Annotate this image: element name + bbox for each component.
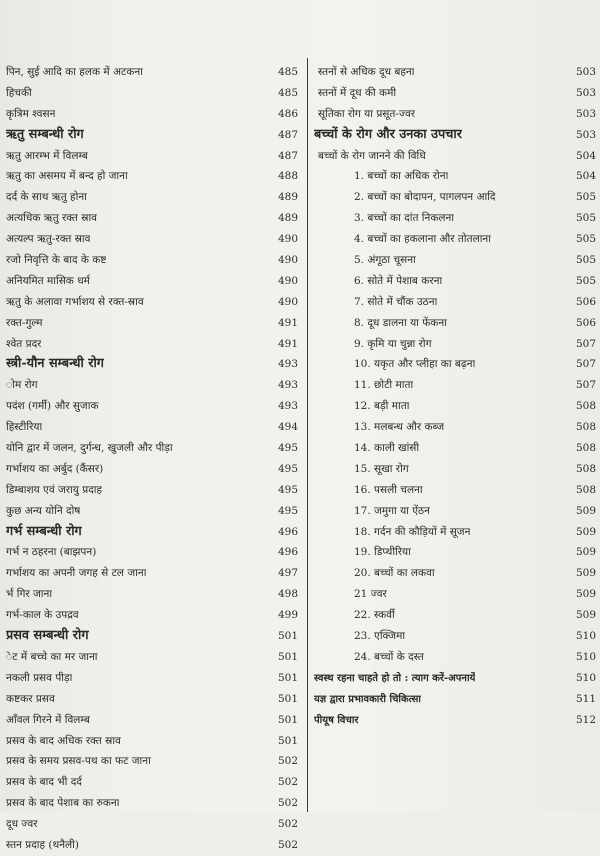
entry-title: रजो निवृत्ति के बाद के कष्ट	[6, 254, 107, 267]
index-entry	[6, 751, 298, 772]
entry-title: ऋतु आरम्भ में विलम्ब	[6, 149, 88, 162]
index-entry	[6, 480, 298, 501]
index-entry	[314, 334, 596, 355]
entry-title: 21 ज्वर	[354, 588, 387, 601]
entry-title: 9. कृमि या चुन्ना रोग	[354, 337, 432, 350]
entry-page-number: 486	[277, 107, 298, 120]
index-entry	[6, 292, 298, 313]
entry-page-number: 508	[575, 400, 596, 413]
entry-title: स्वस्थ रहना चाहते हो तो : त्याग करें-अपनायें	[314, 672, 476, 684]
entry-title: ऋतु सम्बन्धी रोग	[6, 126, 84, 142]
entry-title: स्तनों से अधिक दूध बहना	[318, 66, 415, 78]
entry-page-number: 485	[277, 86, 298, 99]
entry-page-number: 490	[277, 254, 298, 267]
entry-page-number: 490	[277, 274, 298, 287]
index-entry	[6, 334, 298, 355]
entry-title: बच्चों के रोग जानने की विधि	[318, 149, 426, 162]
index-entry	[6, 772, 298, 793]
index-entry	[314, 563, 596, 584]
entry-title: प्रसव के बाद पेशाब का रुकना	[6, 797, 120, 810]
entry-page-number: 509	[575, 504, 596, 517]
index-entry	[6, 542, 298, 563]
entry-title: गर्भ न ठहरना (बाझपन)	[6, 546, 97, 559]
left-index-column	[6, 62, 298, 856]
entry-page-number: 502	[277, 776, 298, 789]
index-entry	[314, 83, 596, 104]
index-entry	[314, 417, 596, 438]
entry-title: दर्द के साथ ऋतु होना	[6, 191, 87, 204]
entry-page-number: 505	[575, 254, 596, 267]
entry-title: गर्भाशय का अर्बुद (कैंसर)	[6, 462, 104, 475]
entry-title: अनियमित मासिक धर्म	[6, 274, 90, 287]
entry-page-number: 509	[575, 609, 596, 622]
index-entry	[6, 689, 298, 710]
entry-page-number: 501	[277, 671, 298, 684]
entry-page-number: 510	[575, 650, 596, 663]
entry-title: 22. स्कर्वी	[354, 609, 395, 622]
index-entry	[6, 187, 298, 208]
entry-page-number: 505	[575, 233, 596, 246]
entry-page-number: 505	[575, 274, 596, 287]
entry-page-number: 496	[277, 525, 298, 538]
index-entry	[314, 459, 596, 480]
index-entry	[6, 605, 298, 626]
index-entry	[6, 250, 298, 271]
right-index-column	[314, 62, 596, 731]
entry-page-number: 509	[575, 546, 596, 559]
index-entry	[6, 647, 298, 668]
entry-title: 17. जमुगा या ऐंठन	[354, 504, 430, 517]
entry-page-number: 503	[575, 86, 596, 99]
index-entry	[314, 542, 596, 563]
index-entry	[6, 835, 298, 856]
entry-page-number: 497	[277, 567, 298, 580]
index-entry	[314, 522, 596, 543]
entry-title: ेट में बच्चे का मर जाना	[6, 650, 98, 663]
index-entry	[6, 710, 298, 731]
entry-title: 3. बच्चों का दांत निकलना	[354, 212, 455, 225]
entry-page-number: 508	[575, 483, 596, 496]
entry-title: 18. गर्दन की कौड़ियों में सूजन	[354, 525, 471, 538]
index-entry	[314, 292, 596, 313]
index-entry	[6, 166, 298, 187]
entry-page-number: 506	[575, 295, 596, 308]
entry-title: बच्चों के रोग और उनका उपचार	[314, 126, 462, 142]
entry-title: 14. काली खांसी	[354, 442, 420, 455]
entry-page-number: 507	[575, 379, 596, 392]
entry-title: अत्यल्प ऋतु-रक्त स्राव	[6, 233, 91, 246]
entry-title: सूतिका रोग या प्रसूत-ज्वर	[318, 107, 416, 120]
entry-title: यज्ञ द्वारा प्रभावकारी चिकित्सा	[314, 693, 421, 705]
section-heading	[6, 125, 298, 146]
entry-title: प्रसव के समय प्रसव-पथ का फट जाना	[6, 755, 151, 768]
index-entry	[314, 480, 596, 501]
entry-title: 1. बच्चों का अधिक रोना	[354, 170, 449, 183]
entry-title: गर्भाशय का अपनी जगह से टल जाना	[6, 567, 147, 580]
index-entry	[6, 459, 298, 480]
entry-title: पीयूष विचार	[314, 714, 359, 726]
entry-title: 2. बच्चों का बोदापन, पागलपन आदि	[354, 191, 496, 204]
index-entry	[314, 375, 596, 396]
entry-title: गर्भ-काल के उपद्रव	[6, 609, 79, 622]
column-divider	[307, 58, 308, 812]
entry-title: हिचकी	[6, 86, 32, 99]
index-entry	[314, 104, 596, 125]
index-entry	[314, 584, 596, 605]
index-entry	[6, 584, 298, 605]
entry-title: पिन, सुई आदि का हलक में अटकना	[6, 66, 143, 78]
entry-page-number: 504	[575, 149, 596, 162]
section-heading	[314, 125, 596, 146]
entry-title: 24. बच्चों के दस्त	[354, 650, 424, 663]
entry-title: प्रसव सम्बन्धी रोग	[6, 628, 89, 644]
entry-page-number: 507	[575, 358, 596, 371]
index-entry	[6, 438, 298, 459]
index-entry	[314, 146, 596, 167]
index-entry	[314, 501, 596, 522]
index-entry	[6, 563, 298, 584]
entry-title: ोम रोग	[6, 379, 38, 392]
entry-title: 15. सूखा रोग	[354, 462, 409, 475]
entry-page-number: 498	[277, 588, 298, 601]
entry-title: योनि द्वार में जलन, दुर्गन्ध, खुजली और पीड़ा	[6, 442, 173, 455]
entry-page-number: 502	[277, 838, 298, 851]
index-entry	[314, 647, 596, 668]
entry-title: कष्टकर प्रसव	[6, 692, 55, 705]
index-entry	[314, 626, 596, 647]
entry-page-number: 489	[277, 191, 298, 204]
entry-page-number: 505	[575, 212, 596, 225]
entry-title: हिस्टीरिया	[6, 421, 43, 434]
entry-title: डिम्बाशय एवं जरायु प्रदाह	[6, 483, 103, 496]
entry-page-number: 511	[575, 692, 596, 705]
entry-page-number: 487	[277, 149, 298, 162]
index-entry	[6, 375, 298, 396]
entry-page-number: 495	[277, 442, 298, 455]
entry-title: 7. सोते में चौंक उठना	[354, 295, 438, 308]
index-entry	[314, 396, 596, 417]
entry-title: 11. छोटी माता	[354, 379, 414, 392]
index-entry	[6, 104, 298, 125]
entry-title: कुछ अन्य योनि दोष	[6, 504, 81, 517]
index-entry	[314, 605, 596, 626]
entry-page-number: 502	[277, 797, 298, 810]
entry-page-number: 495	[277, 462, 298, 475]
index-entry	[6, 501, 298, 522]
entry-title: स्तन प्रदाह (थनैली)	[6, 838, 79, 851]
entry-title: 16. पसली चलना	[354, 483, 423, 496]
index-entry	[314, 187, 596, 208]
index-entry	[314, 354, 596, 375]
entry-title: ऋतु के अलावा गर्भाशय से रक्त-स्राव	[6, 295, 144, 308]
entry-page-number: 510	[575, 671, 596, 684]
entry-page-number: 489	[277, 212, 298, 225]
entry-title: गर्भ सम्बन्धी रोग	[6, 523, 82, 539]
entry-page-number: 493	[277, 400, 298, 413]
entry-title: प्रसव के बाद भी दर्द	[6, 776, 82, 789]
entry-page-number: 491	[277, 316, 298, 329]
entry-page-number: 508	[575, 442, 596, 455]
index-entry	[314, 208, 596, 229]
index-entry	[6, 417, 298, 438]
entry-title: स्त्री-यौन सम्बन्धी रोग	[6, 356, 105, 372]
entry-page-number: 485	[277, 66, 298, 78]
entry-title: 19. डिप्थीरिया	[354, 546, 411, 559]
entry-page-number: 495	[277, 483, 298, 496]
index-entry	[314, 689, 596, 710]
index-entry	[314, 229, 596, 250]
entry-page-number: 502	[277, 818, 298, 831]
entry-title: श्वेत प्रदर	[6, 337, 42, 350]
entry-title: 5. अंगूठा चूसना	[354, 254, 416, 267]
entry-page-number: 501	[277, 630, 298, 643]
entry-title: प्रसव के बाद अधिक रक्त स्राव	[6, 734, 121, 747]
entry-title: 4. बच्चों का हकलाना और तोतलाना	[354, 233, 491, 246]
index-entry	[314, 271, 596, 292]
index-entry	[314, 166, 596, 187]
index-entry	[314, 250, 596, 271]
entry-page-number: 505	[575, 191, 596, 204]
entry-title: 20. बच्चों का लकवा	[354, 567, 435, 580]
entry-page-number: 493	[277, 379, 298, 392]
entry-page-number: 510	[575, 630, 596, 643]
index-entry	[6, 146, 298, 167]
entry-page-number: 503	[575, 66, 596, 78]
index-entry	[6, 208, 298, 229]
entry-title: स्तनों में दूध की कमी	[318, 86, 397, 99]
entry-title: 8. दूध डालना या फेंकना	[354, 316, 447, 329]
index-entry	[6, 83, 298, 104]
entry-page-number: 501	[277, 713, 298, 726]
index-entry	[6, 793, 298, 814]
entry-page-number: 512	[575, 713, 596, 726]
entry-page-number: 495	[277, 504, 298, 517]
entry-page-number: 487	[277, 128, 298, 141]
index-entry	[6, 271, 298, 292]
entry-page-number: 501	[277, 650, 298, 663]
entry-page-number: 509	[575, 588, 596, 601]
entry-page-number: 499	[277, 609, 298, 622]
entry-page-number: 501	[277, 692, 298, 705]
entry-page-number: 496	[277, 546, 298, 559]
entry-page-number: 490	[277, 295, 298, 308]
entry-title: 13. मलबन्ध और कब्ज	[354, 421, 445, 434]
entry-page-number: 493	[277, 358, 298, 371]
entry-title: नकली प्रसव पीड़ा	[6, 671, 73, 684]
entry-page-number: 504	[575, 170, 596, 183]
index-entry	[6, 62, 298, 83]
entry-page-number: 509	[575, 525, 596, 538]
index-entry	[314, 710, 596, 731]
entry-title: 6. सोते में पेशाब करना	[354, 274, 443, 287]
entry-title: पदंश (गर्मी) और सुजाक	[6, 400, 99, 413]
entry-title: दूध ज्वर	[6, 818, 38, 831]
index-entry	[314, 62, 596, 83]
index-entry	[314, 438, 596, 459]
entry-title: आँवल गिरने में विलम्ब	[6, 713, 90, 726]
entry-page-number: 509	[575, 567, 596, 580]
entry-page-number: 507	[575, 337, 596, 350]
entry-page-number: 502	[277, 755, 298, 768]
section-heading	[6, 522, 298, 543]
index-entry	[6, 396, 298, 417]
entry-page-number: 503	[575, 107, 596, 120]
entry-page-number: 494	[277, 421, 298, 434]
entry-page-number: 506	[575, 316, 596, 329]
entry-title: 12. बड़ी माता	[354, 400, 410, 413]
entry-title: 23. एक्जिमा	[354, 630, 406, 643]
index-entry	[6, 814, 298, 835]
entry-page-number: 488	[277, 170, 298, 183]
entry-page-number: 503	[575, 128, 596, 141]
entry-title: अत्यधिक ऋतु रक्त स्राव	[6, 212, 98, 225]
index-entry	[6, 313, 298, 334]
entry-title: ऋतु का असमय में बन्द हो जाना	[6, 170, 128, 183]
section-heading	[6, 354, 298, 375]
entry-page-number: 501	[277, 734, 298, 747]
index-entry	[314, 313, 596, 334]
entry-title: 10. यकृत और प्लीहा का बढ़ना	[354, 358, 476, 371]
index-entry	[314, 668, 596, 689]
entry-title: रक्त-गुल्म	[6, 316, 43, 329]
entry-title: कृत्रिम श्वसन	[6, 107, 56, 120]
entry-page-number: 508	[575, 421, 596, 434]
entry-title: र्भ गिर जाना	[6, 588, 53, 601]
entry-page-number: 508	[575, 462, 596, 475]
index-entry	[6, 731, 298, 752]
section-heading	[6, 626, 298, 647]
entry-page-number: 490	[277, 233, 298, 246]
entry-page-number: 491	[277, 337, 298, 350]
index-entry	[6, 229, 298, 250]
index-entry	[6, 668, 298, 689]
